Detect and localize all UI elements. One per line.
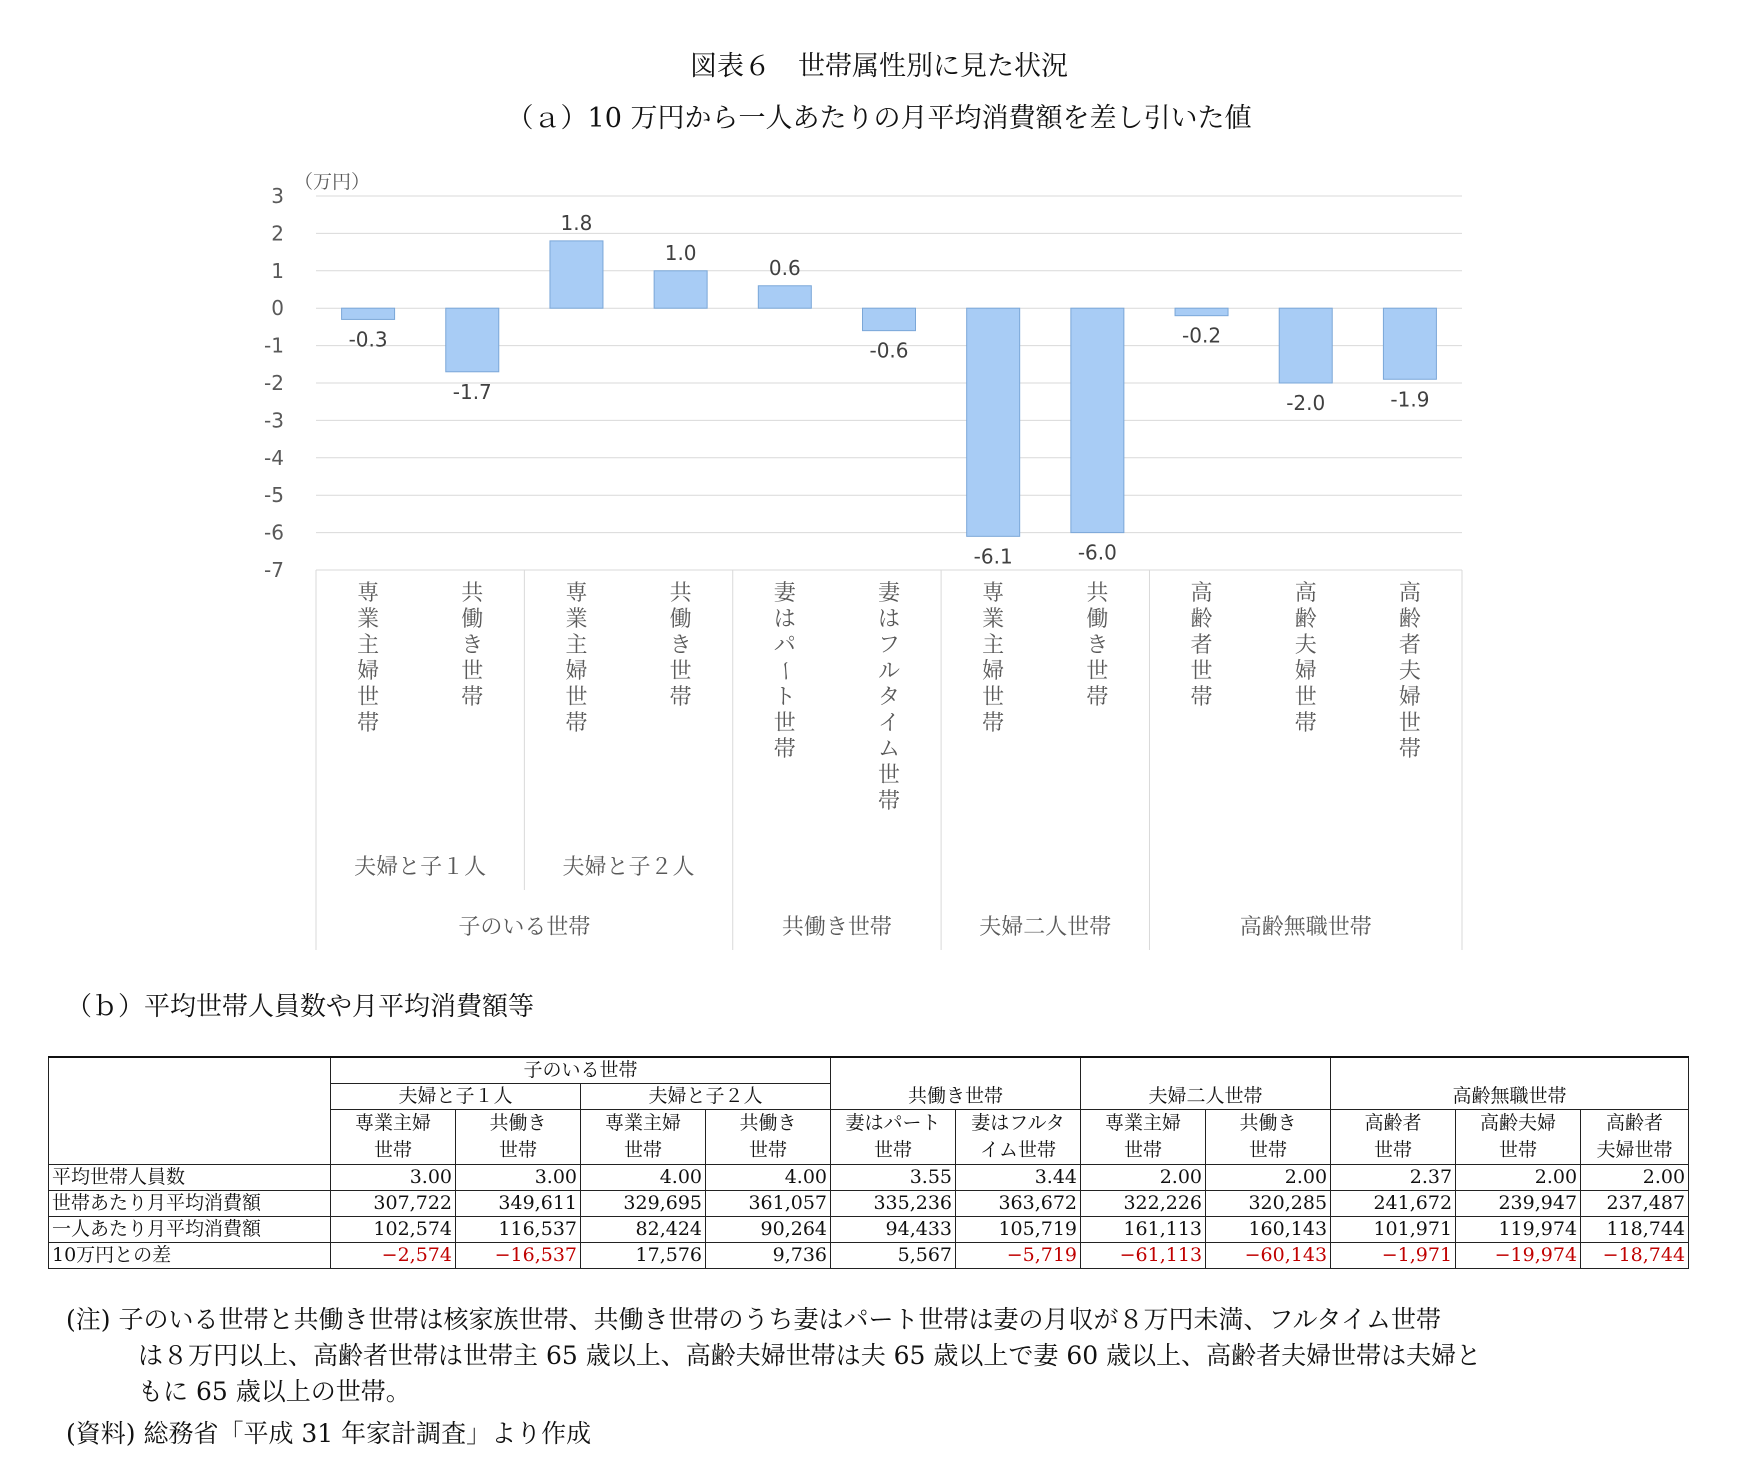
category-label-char: 婦 (982, 659, 1005, 684)
bar (550, 241, 603, 308)
table-subtitle-b: （ｂ）平均世帯人員数や月平均消費額等 (66, 992, 535, 1022)
table-row-label: 一人あたり月平均消費額 (49, 1217, 331, 1243)
table-cell: −1,971 (1331, 1243, 1456, 1269)
bar (1175, 308, 1228, 315)
y-tick-label: 2 (271, 221, 284, 246)
bar-chart (0, 160, 1758, 960)
table-group-header: 子のいる世帯 (331, 1057, 831, 1084)
category-label-char: 帯 (357, 711, 380, 736)
y-tick-label: -7 (264, 558, 284, 582)
category-label-char: 者 (1398, 633, 1421, 658)
category-label-char: ー (771, 659, 797, 683)
figure-title: 図表６ 世帯属性別に見た状況 (690, 51, 1068, 82)
category-label-char: は (877, 607, 901, 632)
table-column-header-line: 世帯 (373, 1139, 412, 1161)
category-label-char: イ (877, 711, 901, 736)
table-cell: −60,143 (1206, 1243, 1331, 1269)
table-cell: 3.00 (331, 1165, 456, 1191)
table-column-header (831, 1110, 956, 1165)
category-label-char: 婦 (1294, 659, 1317, 684)
data-label: -1.7 (452, 379, 492, 404)
y-tick-label: -4 (264, 445, 284, 470)
category-label-char: 高 (1398, 581, 1421, 606)
category-label-char: 働 (1086, 607, 1109, 632)
table-cell: 307,722 (331, 1191, 456, 1217)
table-cell: 2.00 (1206, 1165, 1331, 1191)
table-cell: 2.00 (1456, 1165, 1581, 1191)
table-cell: −16,537 (456, 1243, 581, 1269)
subgroup-label: 夫婦と子２人 (562, 855, 695, 880)
table-column-header (456, 1110, 581, 1165)
table-column-header-line: 世帯 (1249, 1139, 1288, 1161)
category-label-char: 世 (1190, 659, 1213, 684)
y-tick-label: 0 (271, 296, 284, 321)
table-row-label: 平均世帯人員数 (49, 1165, 331, 1191)
table-group-header: 共働き世帯 (831, 1057, 1081, 1110)
bar (342, 308, 395, 319)
data-table (48, 1056, 1689, 1269)
data-label: 1.0 (664, 240, 697, 265)
category-label-char: き (669, 633, 692, 658)
data-label: -2.0 (1286, 391, 1326, 415)
table-cell: 3.55 (831, 1165, 956, 1191)
category-label-char: 世 (1398, 711, 1421, 736)
table-cell: 3.44 (956, 1165, 1081, 1191)
data-label: -0.2 (1182, 323, 1222, 348)
table-cell: 4.00 (581, 1165, 706, 1191)
footnote (66, 1302, 1696, 1410)
group-label: 高齢無職世帯 (1239, 915, 1372, 940)
y-tick-label: -5 (264, 483, 284, 508)
y-axis-label: （万円） (294, 171, 371, 193)
table-cell: 82,424 (581, 1217, 706, 1243)
data-label: -6.1 (973, 544, 1013, 569)
category-label-char: 帯 (1086, 685, 1109, 710)
bar (654, 271, 707, 308)
table-cell: 349,611 (456, 1191, 581, 1217)
table-cell: −18,744 (1581, 1243, 1689, 1269)
category-label-char: 世 (1294, 685, 1317, 710)
table-column-header-line: 妻はパート (845, 1112, 941, 1134)
table-cell: 17,576 (581, 1243, 706, 1269)
category-label-char: 帯 (565, 711, 588, 736)
table-cell: 3.00 (456, 1165, 581, 1191)
data-label: -0.6 (869, 338, 909, 363)
table-cell: 239,947 (1456, 1191, 1581, 1217)
table-column-header-line: 専業主婦 (1105, 1112, 1182, 1134)
table-cell: 5,567 (831, 1243, 956, 1269)
table-cell: −2,574 (331, 1243, 456, 1269)
table-column-header (581, 1110, 706, 1165)
table-column-header-line: 共働き (1239, 1112, 1297, 1134)
table-cell: 361,057 (706, 1191, 831, 1217)
category-label-char: 世 (461, 659, 484, 684)
category-label-char: き (1086, 633, 1109, 658)
category-label-char: 婦 (565, 659, 588, 684)
category-label-char: 高 (1190, 581, 1213, 606)
table-cell: 2.00 (1081, 1165, 1206, 1191)
footnote-line: もに 65 歳以上の世帯。 (138, 1377, 411, 1406)
category-label-char: 帯 (461, 685, 484, 710)
bar (758, 286, 811, 308)
table-cell: 116,537 (456, 1217, 581, 1243)
category-label-char: 働 (461, 607, 484, 632)
table-column-header-line: 世帯 (1124, 1139, 1163, 1161)
table-cell: 237,487 (1581, 1191, 1689, 1217)
table-row (49, 1217, 1689, 1243)
category-label-char: 帯 (877, 789, 901, 814)
table-row-label: 10万円との差 (49, 1243, 331, 1269)
table-cell: 101,971 (1331, 1217, 1456, 1243)
category-label-char: 帯 (1398, 737, 1421, 762)
table-cell: 90,264 (706, 1217, 831, 1243)
table-cell: 102,574 (331, 1217, 456, 1243)
category-label-char: 主 (565, 633, 588, 658)
y-tick-label: -1 (264, 333, 284, 358)
category-label-char: 帯 (1190, 685, 1213, 710)
table-column-header-line: 高齢夫婦 (1480, 1112, 1557, 1134)
table-cell: 2.00 (1581, 1165, 1689, 1191)
category-label-char: 帯 (773, 737, 796, 762)
y-tick-label: -2 (264, 371, 284, 395)
table-column-header-line: イム世帯 (980, 1139, 1057, 1161)
category-label-char: き (461, 633, 484, 658)
data-label: -0.3 (348, 327, 388, 352)
category-label-char: ム (877, 737, 901, 762)
category-label-char: 専 (357, 581, 380, 606)
group-label: 夫婦二人世帯 (979, 915, 1112, 940)
table-column-header-line: 世帯 (1374, 1139, 1413, 1161)
footnote-line: (注) 子のいる世帯と共働き世帯は核家族世帯、共働き世帯のうち妻はパート世帯は妻の月収が８万円未満、フルタイム世帯 (66, 1305, 1441, 1334)
table-column-header-line: 夫婦世帯 (1596, 1139, 1673, 1161)
category-label-char: ト (773, 685, 796, 710)
table-subgroup-header: 夫婦と子２人 (581, 1084, 831, 1110)
y-tick-label: 1 (271, 258, 284, 283)
category-label-char: 世 (982, 685, 1005, 710)
category-label-char: パ (773, 633, 796, 658)
table-group-header: 高齢無職世帯 (1331, 1057, 1689, 1110)
category-label-char: 妻 (773, 581, 796, 606)
table-column-header (1456, 1110, 1581, 1165)
category-label-char: 共 (461, 581, 484, 606)
category-label-char: 高 (1294, 581, 1317, 606)
y-tick-label: 3 (271, 184, 284, 208)
category-label-char: 齢 (1398, 607, 1421, 632)
table-corner-cell (49, 1057, 331, 1165)
category-label-char: 妻 (877, 581, 901, 606)
chart-subtitle-a: （ａ）10 万円から一人あたりの月平均消費額を差し引いた値 (506, 103, 1252, 134)
category-label-char: 専 (982, 581, 1005, 606)
category-label-char: タ (877, 685, 901, 710)
group-label: 子のいる世帯 (458, 915, 591, 940)
data-label: 0.6 (768, 255, 801, 280)
table-cell: 161,113 (1081, 1217, 1206, 1243)
category-label-char: 業 (565, 607, 588, 632)
category-label-char: 齢 (1294, 607, 1317, 632)
category-label-char: 帯 (982, 711, 1005, 736)
table-row (49, 1243, 1689, 1269)
table-cell: 320,285 (1206, 1191, 1331, 1217)
table-column-header-line: 高齢者 (1606, 1112, 1664, 1134)
category-label-char: 共 (669, 581, 692, 606)
table-column-header-line: 専業主婦 (354, 1112, 431, 1134)
table-cell: 335,236 (831, 1191, 956, 1217)
table-cell: 94,433 (831, 1217, 956, 1243)
category-label-char: 主 (357, 633, 380, 658)
table-column-header-line: 世帯 (1499, 1139, 1538, 1161)
category-label-char: 業 (982, 607, 1005, 632)
table-column-header (1081, 1110, 1206, 1165)
table-cell: 119,974 (1456, 1217, 1581, 1243)
subgroup-label: 夫婦と子１人 (354, 855, 487, 880)
table-cell: 363,672 (956, 1191, 1081, 1217)
bar (1383, 308, 1436, 379)
table-column-header-line: 共働き (739, 1112, 797, 1134)
category-label-char: 者 (1190, 633, 1213, 658)
category-label-char: フ (877, 633, 901, 658)
table-column-header (1206, 1110, 1331, 1165)
table-column-header-line: 妻はフルタ (971, 1112, 1065, 1134)
bar (446, 308, 499, 372)
category-label-char: 帯 (669, 685, 692, 710)
table-group-header: 夫婦二人世帯 (1081, 1057, 1331, 1110)
category-label-char: 共 (1086, 581, 1109, 606)
table-column-header-line: 世帯 (874, 1139, 913, 1161)
category-label-char: 世 (1086, 659, 1109, 684)
category-label-char: 世 (357, 685, 380, 710)
category-label-char: 世 (773, 711, 796, 736)
category-label-char: 専 (565, 581, 588, 606)
table-cell: 160,143 (1206, 1217, 1331, 1243)
table-subgroup-header: 夫婦と子１人 (331, 1084, 581, 1110)
source-note: (資料) 総務省「平成 31 年家計調査」より作成 (66, 1419, 592, 1448)
bar (1279, 308, 1332, 383)
table-column-header-line: 専業主婦 (604, 1112, 681, 1134)
category-label-char: 帯 (1294, 711, 1317, 736)
table-cell: 118,744 (1581, 1217, 1689, 1243)
category-label-char: 働 (669, 607, 692, 632)
table-column-header-line: 世帯 (498, 1139, 537, 1161)
category-label-char: 世 (565, 685, 588, 710)
table-cell: 329,695 (581, 1191, 706, 1217)
category-label-char: 世 (669, 659, 692, 684)
category-label-char: 齢 (1190, 607, 1213, 632)
category-label-char: 業 (357, 607, 380, 632)
table-column-header (1331, 1110, 1456, 1165)
category-label-char: は (773, 607, 796, 632)
table-cell: −61,113 (1081, 1243, 1206, 1269)
table-cell: 4.00 (706, 1165, 831, 1191)
table-cell: −19,974 (1456, 1243, 1581, 1269)
table-column-header-line: 世帯 (623, 1139, 662, 1161)
bar (967, 308, 1020, 536)
table-column-header (1581, 1110, 1689, 1165)
table-column-header-line: 共働き (489, 1112, 547, 1134)
data-label: -1.9 (1390, 387, 1430, 412)
category-label-char: 婦 (357, 659, 380, 684)
category-label-char: 婦 (1398, 685, 1421, 710)
data-label: 1.8 (560, 210, 593, 235)
table-column-header-line: 世帯 (749, 1139, 788, 1161)
table-row (49, 1165, 1689, 1191)
table-column-header (331, 1110, 456, 1165)
data-label: -6.0 (1077, 540, 1117, 565)
table-cell: 9,736 (706, 1243, 831, 1269)
footnote-line: は８万円以上、高齢者世帯は世帯主 65 歳以上、高齢夫婦世帯は夫 65 歳以上で妻 60 歳以上、高齢者夫婦世帯は夫婦と (138, 1341, 1482, 1370)
table-column-header-line: 高齢者 (1364, 1112, 1422, 1134)
category-label-char: ル (877, 659, 901, 684)
category-label-char: 夫 (1294, 633, 1317, 658)
bar (1071, 308, 1124, 532)
group-label: 共働き世帯 (781, 915, 892, 940)
y-tick-label: -6 (264, 520, 284, 545)
bar (863, 308, 916, 330)
category-label-char: 世 (877, 763, 901, 788)
table-cell: 322,226 (1081, 1191, 1206, 1217)
table-cell: 2.37 (1331, 1165, 1456, 1191)
table-row-label: 世帯あたり月平均消費額 (49, 1191, 331, 1217)
category-label-char: 夫 (1398, 659, 1421, 684)
table-row (49, 1191, 1689, 1217)
table-column-header (956, 1110, 1081, 1165)
table-cell: 241,672 (1331, 1191, 1456, 1217)
table-cell: −5,719 (956, 1243, 1081, 1269)
category-label-char: 主 (982, 633, 1005, 658)
y-tick-label: -3 (264, 408, 284, 433)
table-column-header (706, 1110, 831, 1165)
table-cell: 105,719 (956, 1217, 1081, 1243)
